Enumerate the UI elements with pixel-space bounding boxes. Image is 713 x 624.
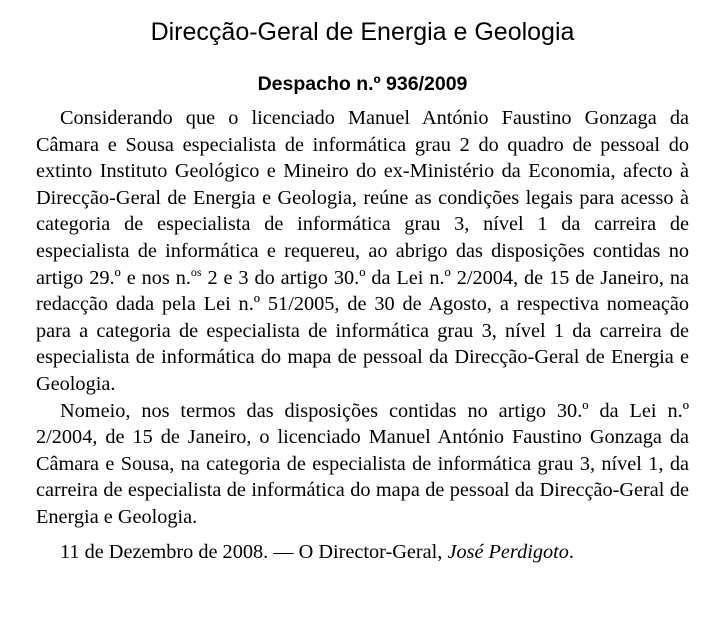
paragraph-considerando-text-2: 2 e 3 do artigo 30.º da Lei n.º 2/2004, de 15 de Janeiro, na redacção dada pela Lei n.º 51/2005, de 30 de Agosto, a respectiva nomeação para a categoria de especialista de informática grau 3, nível 1 da carreira de especialista de informática do mapa de pessoal da Direcção-Geral de Energia e Geologia.	[36, 266, 689, 395]
despacho-body	[36, 105, 689, 565]
signature-date-text: 11 de Dezembro de 2008. — O Director-Geral,	[60, 540, 448, 563]
organization-header: Direcção-Geral de Energia e Geologia	[150, 18, 575, 46]
paragraph-nomeio: Nomeio, nos termos das disposições contidas no artigo 30.º da Lei n.º 2/2004, de 15 de Janeiro, o licenciado Manuel António Faustino Gonzaga da Câmara e Sousa, na categoria de especialista de informática grau 3, nível 1, da carreira de especialista de informática do mapa de pessoal da Direcção-Geral de Energia e Geologia.	[36, 399, 689, 528]
paragraph-considerando-text-1: Considerando que o licenciado Manuel António Faustino Gonzaga da Câmara e Sousa especialista de informática grau 2 do quadro de pessoal do extinto Instituto Geológico e Mineiro do ex-Ministério da Economia, afecto à Direcção-Geral de Energia e Geologia, reúne as condições legais para acesso à categoria de especialista de informática grau 3, nível 1 da carreira de especialista de informática e requereu, ao abrigo das disposições contidas no artigo 29.º e nos n.	[36, 107, 689, 289]
despacho-title: Despacho n.º 936/2009	[257, 73, 468, 95]
paragraph-considerando	[36, 105, 689, 398]
signer-name: José Perdigoto	[447, 540, 569, 563]
superscript-os: os	[190, 264, 202, 279]
signature-line	[36, 539, 689, 566]
signature-end: .	[568, 540, 574, 563]
